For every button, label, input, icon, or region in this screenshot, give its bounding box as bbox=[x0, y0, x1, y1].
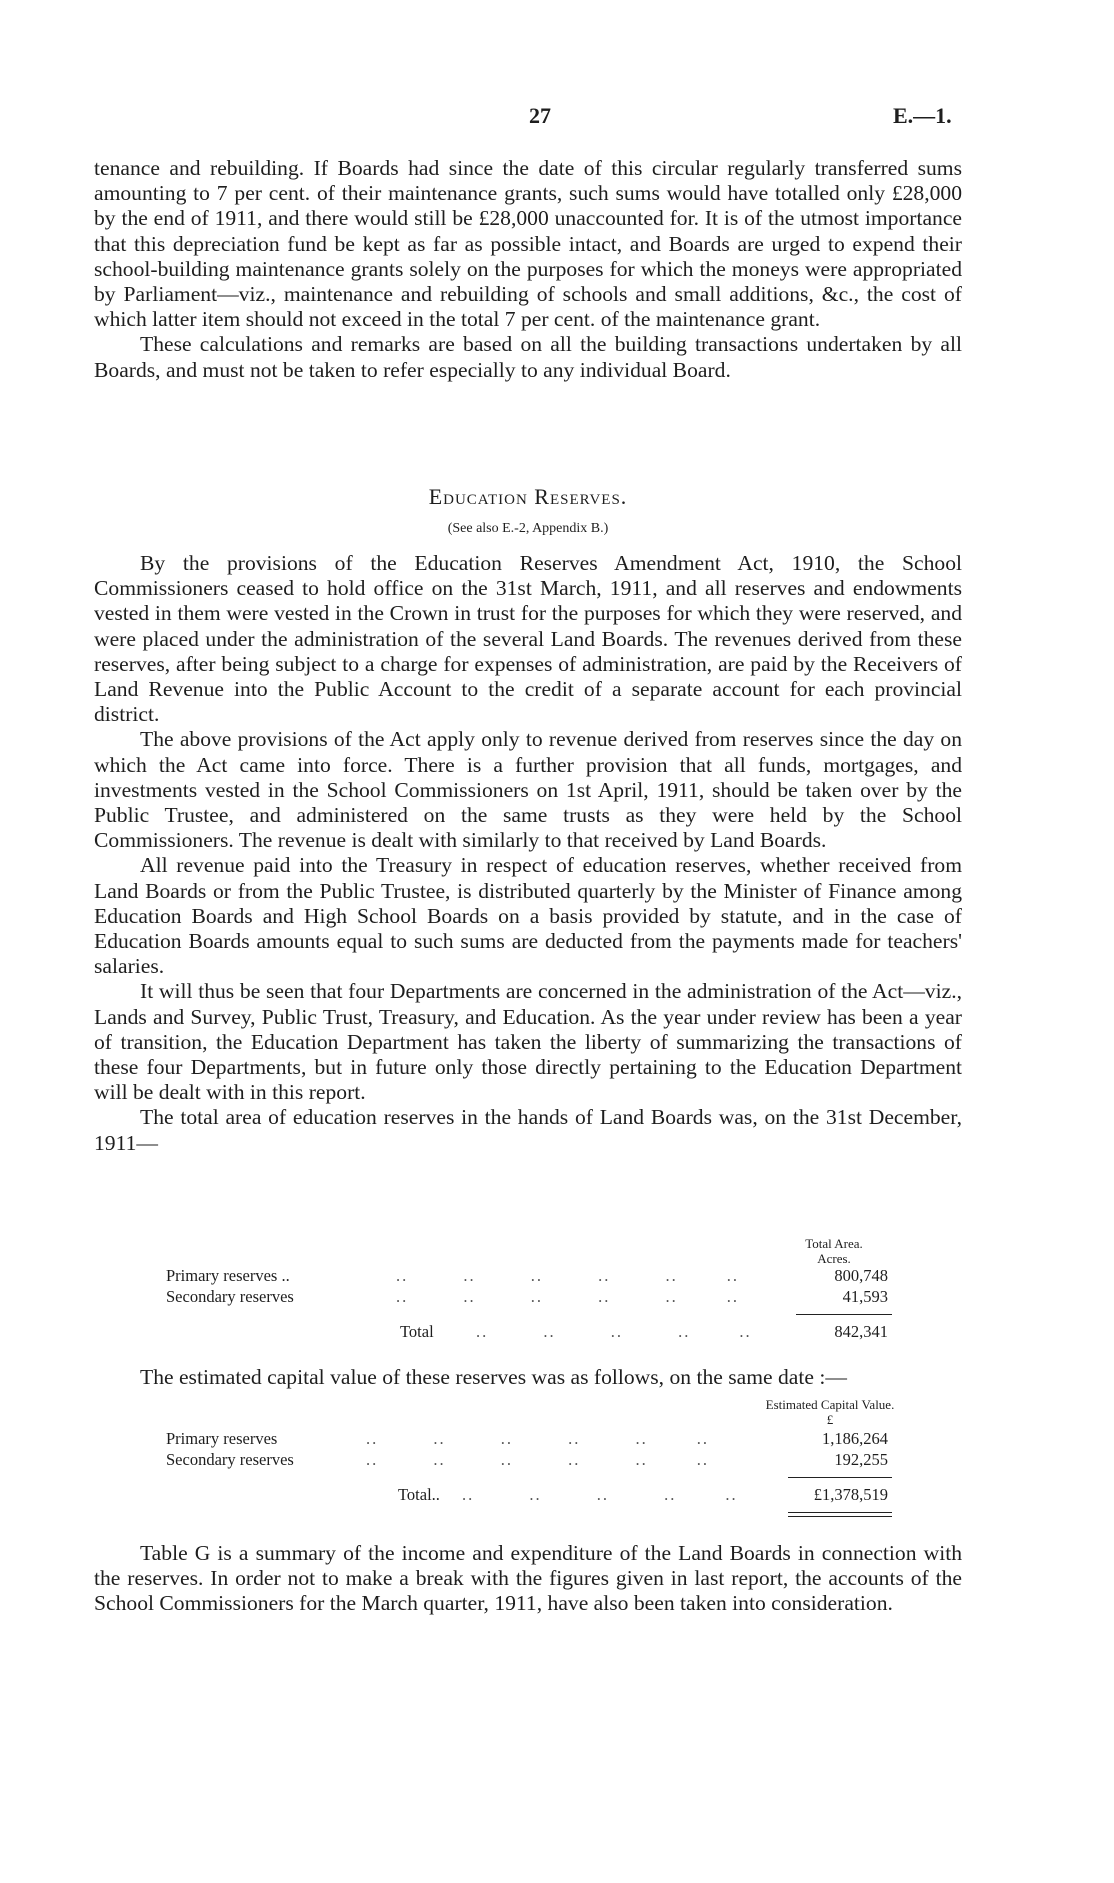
capital-intro-block bbox=[94, 1365, 962, 1390]
closing-block bbox=[94, 1541, 962, 1617]
paragraph-total-area: The total area of education reserves in the hands of Land Boards was, on the 31st December, 1911— bbox=[94, 1105, 962, 1155]
page-number: 27 bbox=[529, 103, 551, 128]
top-text-block bbox=[94, 156, 962, 383]
paragraph-provisions: The above provisions of the Act apply only to revenue derived from reserves since the day on which the Act came into force. There is a further provision that all funds, mortgages, and investments vested in the School Commissioners on 1st April, 1911, should be taken over by the Public Trustee, and administered on the same trusts as they were held by the School Commissioners. The revenue is dealt with similarly to that received by Land Boards. bbox=[94, 727, 962, 853]
double-rule-top bbox=[788, 1512, 892, 1513]
paragraph-capital-intro: The estimated capital value of these reserves was as follows, on the same date :— bbox=[140, 1365, 847, 1389]
area-col-head: Total Area. Acres. bbox=[805, 1236, 863, 1266]
paragraph-calculations: These calculations and remarks are based on all the building transactions undertaken by all Boards, and must not be taken to refer especially to any individual Board. bbox=[94, 332, 962, 382]
section-title: Education Reserves. bbox=[428, 484, 628, 509]
document-reference: E.—1. bbox=[893, 103, 952, 128]
section-note: (See also E.-2, Appendix B.) bbox=[447, 521, 609, 536]
capital-col-head: Estimated Capital Value. £ bbox=[765, 1397, 895, 1427]
paragraph-departments: It will thus be seen that four Departments are concerned in the administration of the Act—viz., Lands and Survey, Public Trust, Treasury, and Education. As the year under review has been a year of transition, the Education Department has taken the liberty of summarizing the transactions of these four Departments, but in future only those directly pertaining to the Education Department will be dealt with in this report. bbox=[94, 979, 962, 1105]
total-rule bbox=[788, 1477, 892, 1478]
paragraph-revenue: All revenue paid into the Treasury in respect of education reserves, whether received from Land Boards or from the Public Trustee, is distributed quarterly by the Minister of Finance among Education Boards and High School Boards on a basis provided by statute, and in the case of Education Boards amounts equal to such sums are deducted from the payments made for teachers' salaries. bbox=[94, 853, 962, 979]
capital-table: Estimated Capital Value. £ Primary reserves .. .. .. .. .. .. 1,186,264 Secondary reserves .. .. .. .. .. .. 192,255 Total.. .. .. .. .. .. £1,378,519 bbox=[166, 1397, 926, 1522]
paragraph-table-g: Table G is a summary of the income and expenditure of the Land Boards in connection with the reserves. In order not to make a break with the figures given in last report, the accounts of the School Commissioners for the March quarter, 1911, have also been taken into consideration. bbox=[94, 1541, 962, 1616]
main-text-block bbox=[94, 551, 962, 1156]
paragraph-continuation: tenance and rebuilding. If Boards had since the date of this circular regularly transferred sums amounting to 7 per cent. of their maintenance grants, such sums would have totalled only £28,000 by the end of 1911, and there would still be £28,000 unaccounted for. It is of the utmost importance that this depreciation fund be kept as far as possible intact, and Boards are urged to expend their school-building maintenance grants solely on the purposes for which the moneys were appropriated by Parliament—viz., maintenance and rebuilding of schools and small additions, &c., the cost of which latter item should not exceed in the total 7 per cent. of the maintenance grant. bbox=[94, 156, 962, 332]
total-rule bbox=[796, 1314, 892, 1315]
paragraph-amendment-act: By the provisions of the Education Reserves Amendment Act, 1910, the School Commissioners ceased to hold office on the 31st March, 1911, and all reserves and endowments vested in them were vested in the Crown in trust for the purposes for which they were reserved, and were placed under the administration of the several Land Boards. The revenues derived from these reserves, after being subject to a charge for expenses of administration, are paid by the Receivers of Land Revenue into the Public Account to the credit of a separate account for each provincial district. bbox=[94, 551, 962, 727]
area-table: Total Area. Acres. Primary reserves .. .. .. .. .. .. .. 800,748 Secondary reserves .. .. .. .. .. .. 41,593 Total .. .. .. .. .. 842,341 bbox=[166, 1236, 906, 1346]
double-rule-bottom bbox=[788, 1516, 892, 1517]
